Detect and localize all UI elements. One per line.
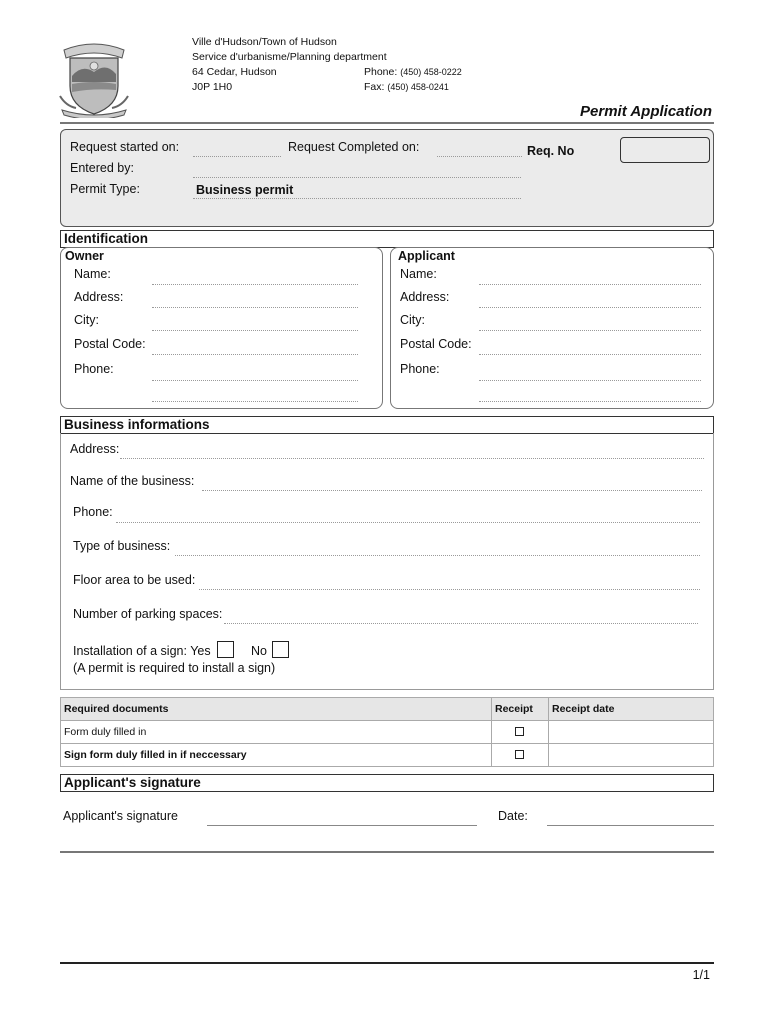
floor-area-field[interactable] (199, 589, 700, 590)
request-started-field[interactable] (193, 156, 281, 157)
header-address-line-2: Service d'urbanisme/Planning department (192, 51, 387, 63)
owner-phone-field[interactable] (152, 380, 358, 381)
signature-field[interactable] (207, 825, 477, 826)
business-phone-field[interactable] (116, 522, 700, 523)
header-fax-label: Fax: (364, 81, 385, 93)
floor-area-label: Floor area to be used: (73, 573, 196, 587)
business-heading: Business informations (60, 416, 714, 434)
documents-header-receipt: Receipt (492, 698, 549, 721)
owner-postal-label: Postal Code: (74, 337, 146, 351)
header-address-line-4: J0P 1H0 (192, 81, 233, 93)
applicant-name-field[interactable] (479, 284, 701, 285)
applicant-postal-field[interactable] (479, 354, 701, 355)
document-sign-receipt-cell (492, 744, 549, 767)
business-address-label: Address: (70, 442, 120, 456)
document-form-receipt-cell (492, 721, 549, 744)
form-title: Permit Application (580, 103, 712, 120)
owner-phone-label: Phone: (74, 362, 114, 376)
signature-date-field[interactable] (547, 825, 714, 826)
business-phone-label: Phone: (73, 505, 113, 519)
request-started-label: Request started on: (70, 140, 180, 154)
entered-by-field[interactable] (193, 177, 521, 178)
document-sign-receipt-date[interactable] (549, 744, 714, 767)
applicant-city-field[interactable] (479, 330, 701, 331)
signature-divider (60, 851, 714, 853)
header-fax (364, 81, 449, 93)
applicant-city-label: City: (400, 313, 425, 327)
header-address-line-3: 64 Cedar, Hudson (192, 66, 277, 78)
owner-address-field[interactable] (152, 307, 358, 308)
applicant-postal-label: Postal Code: (400, 337, 472, 351)
applicant-phone-field[interactable] (479, 380, 701, 381)
page-number: 1/1 (692, 968, 710, 982)
applicant-extra-field[interactable] (479, 401, 701, 402)
signature-heading: Applicant's signature (60, 774, 714, 792)
owner-name-label: Name: (74, 267, 111, 281)
header-phone-label: Phone: (364, 66, 398, 78)
header-phone (364, 66, 462, 78)
signature-label: Applicant's signature (63, 809, 178, 823)
permit-type-value: Business permit (196, 183, 294, 197)
owner-extra-field[interactable] (152, 401, 358, 402)
sign-yes-checkbox[interactable] (217, 641, 234, 658)
footer-divider (60, 962, 714, 964)
signature-date-label: Date: (498, 809, 528, 823)
owner-city-field[interactable] (152, 330, 358, 331)
documents-header-row (61, 698, 714, 721)
header-fax-value: (450) 458-0241 (387, 82, 449, 92)
town-logo (56, 36, 132, 118)
document-form-label: Form duly filled in (61, 721, 492, 744)
owner-address-label: Address: (74, 290, 124, 304)
sign-yes-label: Installation of a sign: Yes (73, 644, 211, 658)
req-no-label: Req. No (527, 144, 575, 158)
applicant-heading: Applicant (398, 249, 455, 263)
documents-header-required: Required documents (61, 698, 492, 721)
permit-type-field[interactable] (193, 198, 521, 199)
owner-heading: Owner (65, 249, 104, 263)
applicant-address-field[interactable] (479, 307, 701, 308)
permit-type-label: Permit Type: (70, 182, 140, 196)
request-completed-label: Request Completed on: (288, 140, 420, 154)
applicant-phone-label: Phone: (400, 362, 440, 376)
applicant-name-label: Name: (400, 267, 437, 281)
applicant-panel (390, 247, 714, 409)
business-name-label: Name of the business: (70, 474, 195, 488)
documents-table (60, 697, 714, 767)
business-name-field[interactable] (202, 490, 702, 491)
header-phone-value: (450) 458-0222 (400, 67, 462, 77)
header-divider (60, 122, 714, 124)
sign-no-label: No (251, 644, 267, 658)
sign-note: (A permit is required to install a sign) (73, 661, 276, 675)
document-form-receipt-date[interactable] (549, 721, 714, 744)
owner-name-field[interactable] (152, 284, 358, 285)
header-address-line-1: Ville d'Hudson/Town of Hudson (192, 36, 337, 48)
req-no-field[interactable] (620, 137, 710, 163)
owner-postal-field[interactable] (152, 354, 358, 355)
document-sign-receipt-checkbox[interactable] (515, 750, 524, 759)
document-sign-label: Sign form duly filled in if neccessary (61, 744, 492, 767)
parking-label: Number of parking spaces: (73, 607, 223, 621)
table-row (61, 721, 714, 744)
entered-by-label: Entered by: (70, 161, 134, 175)
request-completed-field[interactable] (437, 156, 522, 157)
documents-header-receipt-date: Receipt date (549, 698, 714, 721)
identification-heading: Identification (60, 230, 714, 248)
business-type-label: Type of business: (73, 539, 171, 553)
owner-city-label: City: (74, 313, 99, 327)
business-type-field[interactable] (175, 555, 700, 556)
sign-no-checkbox[interactable] (272, 641, 289, 658)
parking-field[interactable] (224, 623, 698, 624)
business-address-field[interactable] (120, 458, 704, 459)
table-row (61, 744, 714, 767)
applicant-address-label: Address: (400, 290, 450, 304)
document-form-receipt-checkbox[interactable] (515, 727, 524, 736)
